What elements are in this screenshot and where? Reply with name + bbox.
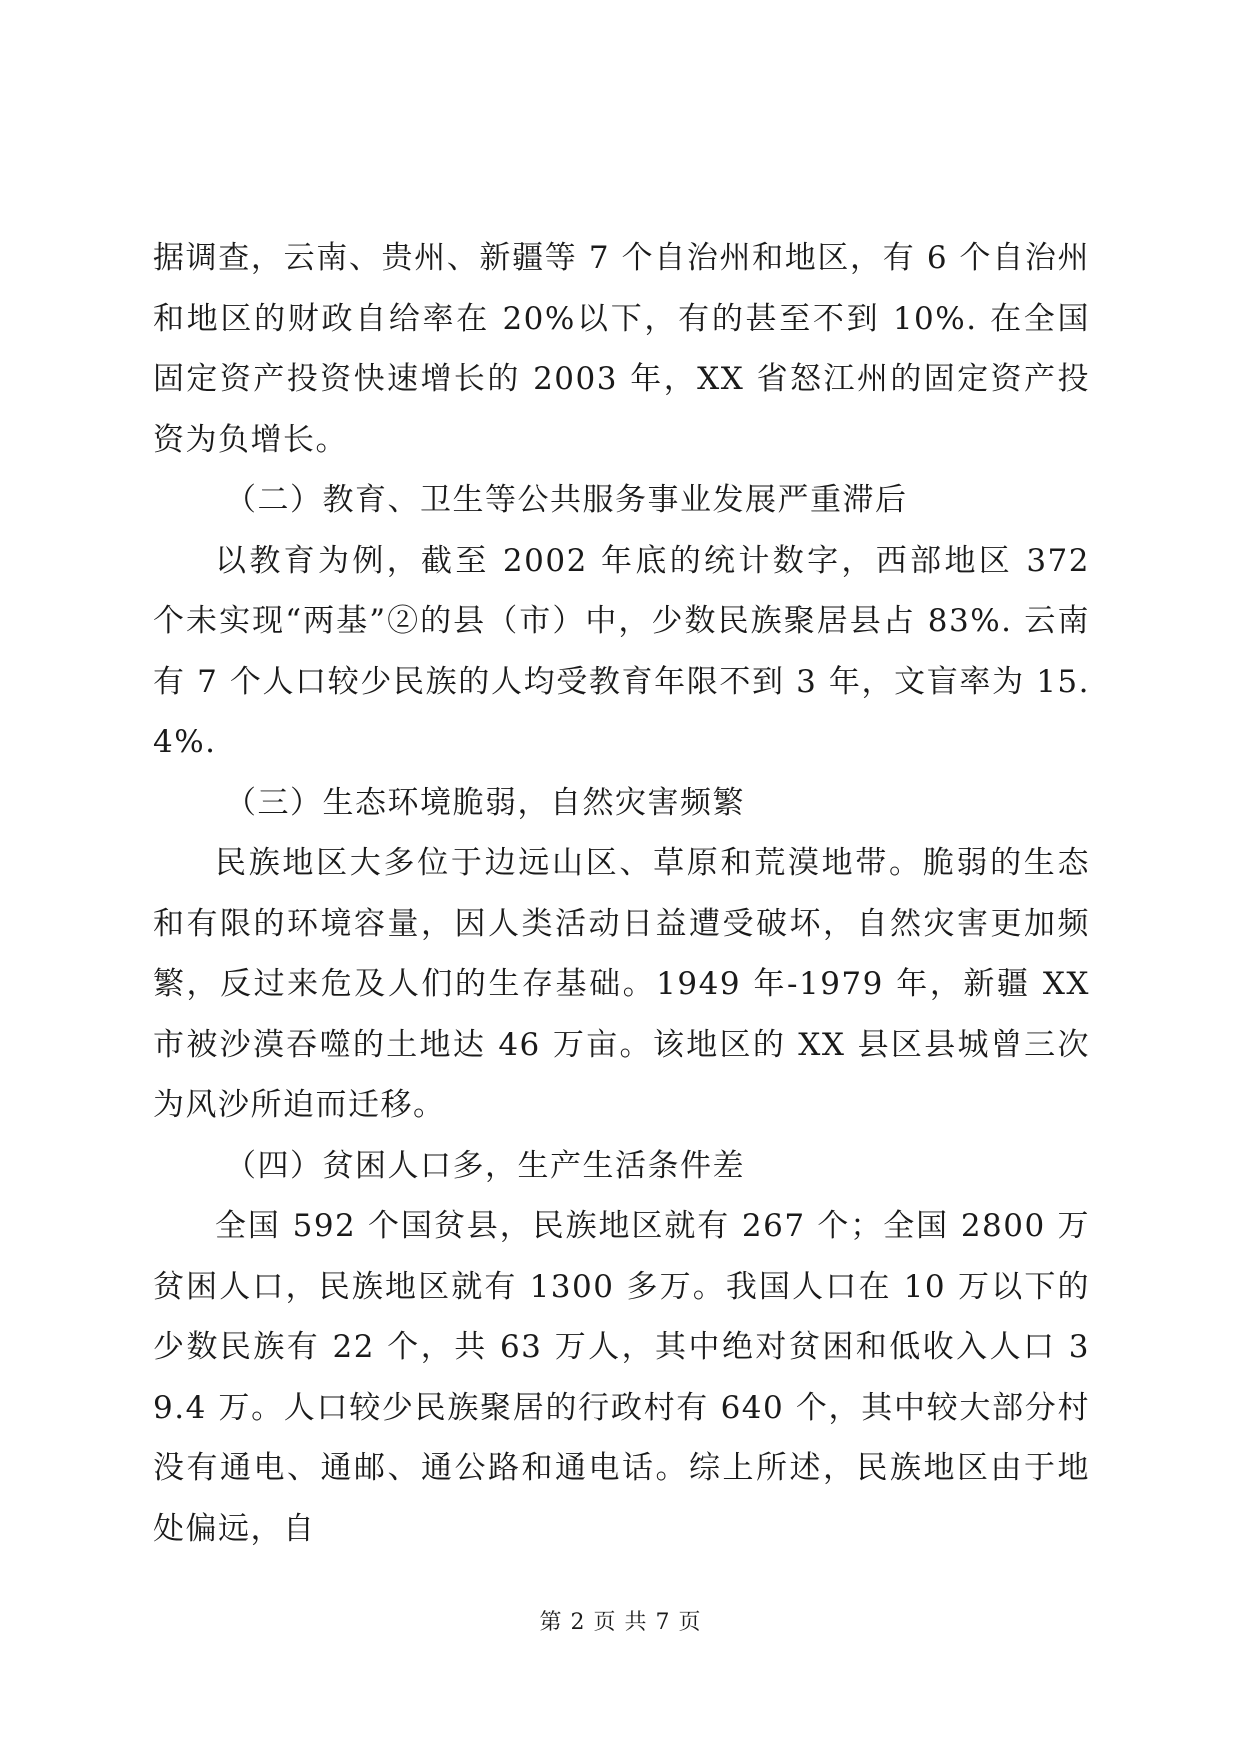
- paragraph-poverty-statistics: 全国 592 个国贫县，民族地区就有 267 个；全国 2800 万贫困人口，民族地区就有 1300 多万。我国人口在 10 万以下的少数民族有 22 个，共 63 万人，其中绝对贫困和低收入人口 39.4 万。人口较少民族聚居的行政村有 640 个，其中较大部分村没有通电、通邮、通公路和通电话。综上所述，民族地区由于地处偏远，自: [153, 1208, 1090, 1547]
- section-heading-education-health: （二）教育、卫生等公共服务事业发展严重滞后: [225, 482, 908, 518]
- paragraph-ecology-desertification: 民族地区大多位于边远山区、草原和荒漠地带。脆弱的生态和有限的环境容量，因人类活动日益遭受破坏，自然灾害更加频繁，反过来危及人们的生存基础。1949 年-1979 年，新疆 XX 市被沙漠吞噬的土地达 46 万亩。该地区的 XX 县区县城曾三次为风沙所迫而迁移。: [153, 845, 1090, 1123]
- section-heading-ecology-disasters: （三）生态环境脆弱，自然灾害频繁: [225, 784, 745, 821]
- document-body: [153, 228, 1090, 1559]
- paragraph-fiscal-self-sufficiency: 据调查，云南、贵州、新疆等 7 个自治州和地区，有 6 个自治州和地区的财政自给率在 20%以下，有的甚至不到 10%. 在全国固定资产投资快速增长的 2003 年，XX 省怒江州的固定资产投资为负增长。: [153, 240, 1090, 458]
- paragraph-education-statistics: 以教育为例，截至 2002 年底的统计数字，西部地区 372 个未实现“两基”②的县（市）中，少数民族聚居县占 83%. 云南有 7 个人口较少民族的人均受教育年限不到 3 年，文盲率为 15.4%.: [153, 542, 1090, 760]
- page-footer-number: 第 2 页 共 7 页: [539, 1610, 702, 1635]
- section-heading-poverty: （四）贫困人口多，生产生活条件差: [225, 1147, 745, 1184]
